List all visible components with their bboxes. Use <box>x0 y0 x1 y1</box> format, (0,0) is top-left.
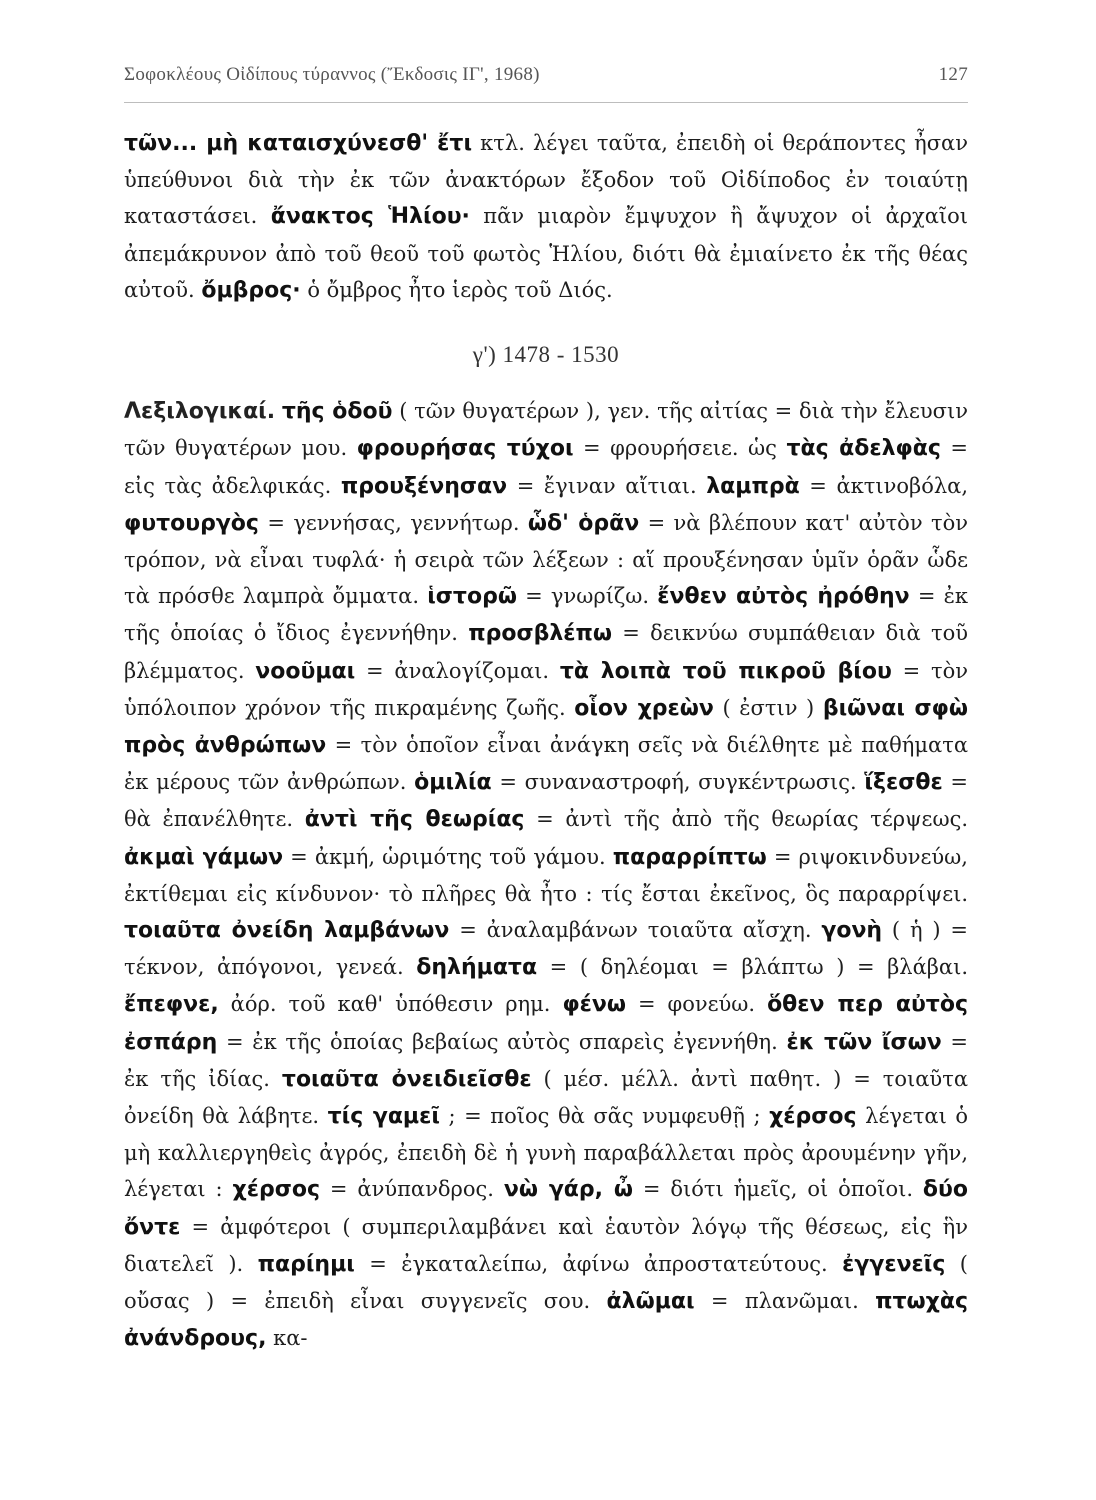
gloss-text: = φρουρήσειε. ὡς <box>573 436 787 461</box>
gloss-text: ( ἐστιν ) <box>713 695 823 720</box>
lemma-term: δηλήματα <box>416 955 538 981</box>
lemma-term: ἱστορῶ <box>427 584 517 610</box>
gloss-text: ἀόρ. τοῦ καθ' ὑπόθεσιν ρημ. <box>218 992 563 1017</box>
lemma-term: ἔνθεν αὐτὸς ἠρόθην <box>657 584 910 610</box>
gloss-text: = ἀμφότεροι ( συμπεριλαμβάνει καὶ ἑαυτὸν λόγῳ τῆς θέσεως, εἰς ἣν διατελεῖ ). <box>124 1214 968 1276</box>
lemma-term: παραρρίπτω <box>612 844 767 870</box>
gloss-text: ; = ποῖος θὰ σᾶς νυμφευθῇ ; <box>439 1104 770 1129</box>
lemma-term: τῆς ὁδοῦ <box>281 399 393 425</box>
gloss-text: = τὸν ὁποῖον εἶναι ἀνάγκη σεῖς νὰ διέλθητε μὲ παθήματα ἐκ μέρους τῶν ἀνθρώπων. <box>124 733 968 795</box>
lemma-term: λαμπρὰ <box>706 473 800 499</box>
gloss-text: = θὰ ἐπανέλθητε. <box>124 770 968 832</box>
lemma-term: ἐγγενεῖς <box>842 1251 946 1277</box>
gloss-text: = ( δηλέομαι = βλάπτω ) = βλάβαι. <box>537 955 968 980</box>
lemma-term: ἄνακτος Ἡλίου· <box>270 204 470 230</box>
gloss-text: ( τῶν θυγατέρων ), γεν. τῆς αἰτίας = διὰ τὴν ἔλευσιν τῶν θυγατέρων μου. <box>124 399 968 461</box>
page-number: 127 <box>938 64 968 85</box>
gloss-text: = ἀκμή, ὡριμότης τοῦ γάμου. <box>283 844 613 869</box>
lemma-term: ὁμιλία <box>414 770 492 796</box>
lemma-term: ἀλῶμαι <box>606 1289 695 1315</box>
gloss-text: = γνωρίζω. <box>516 584 658 609</box>
gloss-text: = εἰς τὰς ἀδελφικάς. <box>124 436 969 498</box>
lemma-term: φυτουργὸς <box>124 510 259 536</box>
lemma-term: ἵξεσθε <box>864 770 943 796</box>
gloss-text: = νὰ βλέπουν κατ' αὐτὸν τὸν τρόπον, νὰ εἶναι τυφλά· ἡ σειρὰ τῶν λέξεων : αἵ προυξένησαν ὑμῖν ὁρᾶν ὧδε τὰ πρόσθε λαμπρὰ ὄμματα. <box>124 510 968 609</box>
gloss-text: = γεννήσας, γεννήτωρ. <box>258 510 528 535</box>
gloss-text: = ἀκτινοβόλα, <box>799 473 969 498</box>
lemma-term: προσβλέπω <box>468 621 613 647</box>
lemma-term: νοοῦμαι <box>255 658 356 684</box>
section-heading: γ') 1478 - 1530 <box>472 342 620 368</box>
gloss-text: = ἀντὶ τῆς ἀπὸ τῆς θεωρίας τέρψεως. <box>524 807 969 832</box>
lemma-term: ἔπεφνε, <box>124 992 219 1018</box>
lemma-term: βιῶναι σφὼ πρὸς ἀνθρώπων <box>124 695 968 759</box>
lemma-term: ὅθεν περ αὐτὸς ἐσπάρη <box>124 992 968 1055</box>
gloss-text: ὁ ὄμβρος ἦτο ἱερὸς τοῦ Διός. <box>300 277 613 302</box>
running-title: Σοφοκλέους Οἰδίπους τύραννος (Ἔκδοσις ΙΓ', 1968) <box>124 64 540 85</box>
gloss-text: = ἐκ τῆς ἰδίας. <box>124 1029 968 1091</box>
lemma-term: τοιαῦτα ὀνειδιεῖσθε <box>281 1066 532 1092</box>
gloss-text: = φονεύω. <box>626 992 768 1017</box>
gloss-text: = ἀναλαμβάνων τοιαῦτα αἴσχη. <box>449 918 822 943</box>
gloss-text: κα- <box>266 1326 308 1351</box>
lemma-term: τὰς ἀδελφὰς <box>786 436 941 462</box>
gloss-text: = πλανῶμαι. <box>694 1289 876 1314</box>
lemma-term: τοιαῦτα ὀνείδη λαμβάνων <box>124 918 450 944</box>
gloss-text: = ριψοκινδυνεύω, ἐκτίθεμαι εἰς κίνδυνον· τὸ πλῆρες θὰ ἦτο : τίς ἔσται ἐκεῖνος, ὃς παραρρίψει. <box>124 844 968 906</box>
gloss-text: = ἐκ τῆς ὁποίας βεβαίως αὐτὸς σπαρεὶς ἐγεννήθη. <box>217 1029 787 1054</box>
gloss-text: = συναναστροφή, συγκέντρωσις. <box>491 770 865 795</box>
intro-paragraph <box>124 125 968 309</box>
lemma-term: δύο ὄντε <box>124 1177 968 1240</box>
lemma-term: προυξένησαν <box>340 473 508 499</box>
lemma-term: γονὴ <box>821 918 883 944</box>
lemma-term: ὧδ' ὁρᾶν <box>527 510 640 536</box>
lemma-term: τὰ λοιπὰ τοῦ πικροῦ βίου <box>559 658 892 684</box>
lexical-paragraph <box>124 393 968 1357</box>
lemma-term: πτωχὰς ἀνάνδρους, <box>124 1289 968 1352</box>
gloss-text: πᾶν μιαρὸν ἔμψυχον ἢ ἄψυχον οἱ ἀρχαῖοι ἀπεμάκρυνον ἀπὸ τοῦ θεοῦ τοῦ φωτὸς Ἡλίου, διότι θὰ ἐμιαίνετο ἐκ τῆς θέας αὐτοῦ. <box>124 204 968 302</box>
lemma-term: φρουρήσας τύχοι <box>356 436 574 462</box>
gloss-text: = ἐγκαταλείπω, ἀφίνω ἀπροστατεύτους. <box>354 1251 843 1276</box>
running-head <box>124 64 968 103</box>
gloss-text: = τὸν ὑπόλοιπον χρόνον τῆς πικραμένης ζωῆς. <box>124 658 968 720</box>
lemma-term: φένω <box>562 992 626 1018</box>
gloss-text: = ἔγιναν αἴτιαι. <box>507 473 707 498</box>
lemma-term: ἀκμαὶ γάμων <box>124 844 284 870</box>
gloss-text: λέγεται ὁ μὴ καλλιεργηθεὶς ἀγρός, ἐπειδὴ δὲ ἡ γυνὴ παραβάλλεται πρὸς ἀρουμένην γῆν, λέγεται : <box>124 1104 969 1202</box>
gloss-text: ( ἡ ) = τέκνον, ἀπόγονοι, γενεά. <box>124 918 968 980</box>
gloss-text: = ἀναλογίζομαι. <box>355 658 560 683</box>
gloss-text: = ἐκ τῆς ὁποίας ὁ ἴδιος ἐγεννήθην. <box>124 584 968 646</box>
gloss-text: κτλ. λέγει ταῦτα, ἐπειδὴ οἱ θεράποντες ἦσαν ὑπεύθυνοι διὰ τὴν ἐκ τῶν ἀνακτόρων ἔξοδον τοῦ Οἰδίποδος ἐν τοιαύτῃ καταστάσει. <box>124 131 969 229</box>
lemma-term: τῶν... μὴ καταισχύνεσθ' ἔτι <box>124 131 473 156</box>
lemma-term: παρίημι <box>257 1251 355 1277</box>
gloss-text: = ἀνύπανδρος. <box>320 1177 504 1202</box>
lemma-term: ἀντὶ τῆς θεωρίας <box>304 807 525 833</box>
gloss-text: = διότι ἡμεῖς, οἱ ὁποῖοι. <box>633 1177 923 1202</box>
lemma-term: οἷον χρεὼν <box>574 695 714 721</box>
page-body <box>124 125 968 1358</box>
gloss-text: ( μέσ. μέλλ. ἀντὶ παθητ. ) = τοιαῦτα ὀνείδη θὰ λάβητε. <box>124 1066 968 1129</box>
section-subheading: Λεξιλογικαί. <box>124 399 276 425</box>
lemma-term: χέρσος <box>769 1104 857 1130</box>
lemma-term: τίς γαμεῖ <box>327 1104 440 1130</box>
gloss-text: ( οὔσας ) = ἐπειδὴ εἶναι συγγενεῖς σου. <box>124 1251 968 1314</box>
lemma-term: χέρσος <box>232 1177 321 1203</box>
gloss-text <box>275 399 282 423</box>
lemma-term: ὄμβρος· <box>201 277 301 303</box>
gloss-text: = δεικνύω συμπάθειαν διὰ τοῦ βλέμματος. <box>124 621 968 683</box>
lemma-term: ἐκ τῶν ἴσων <box>786 1029 942 1055</box>
lemma-term: νὼ γάρ, ὦ <box>503 1177 634 1203</box>
